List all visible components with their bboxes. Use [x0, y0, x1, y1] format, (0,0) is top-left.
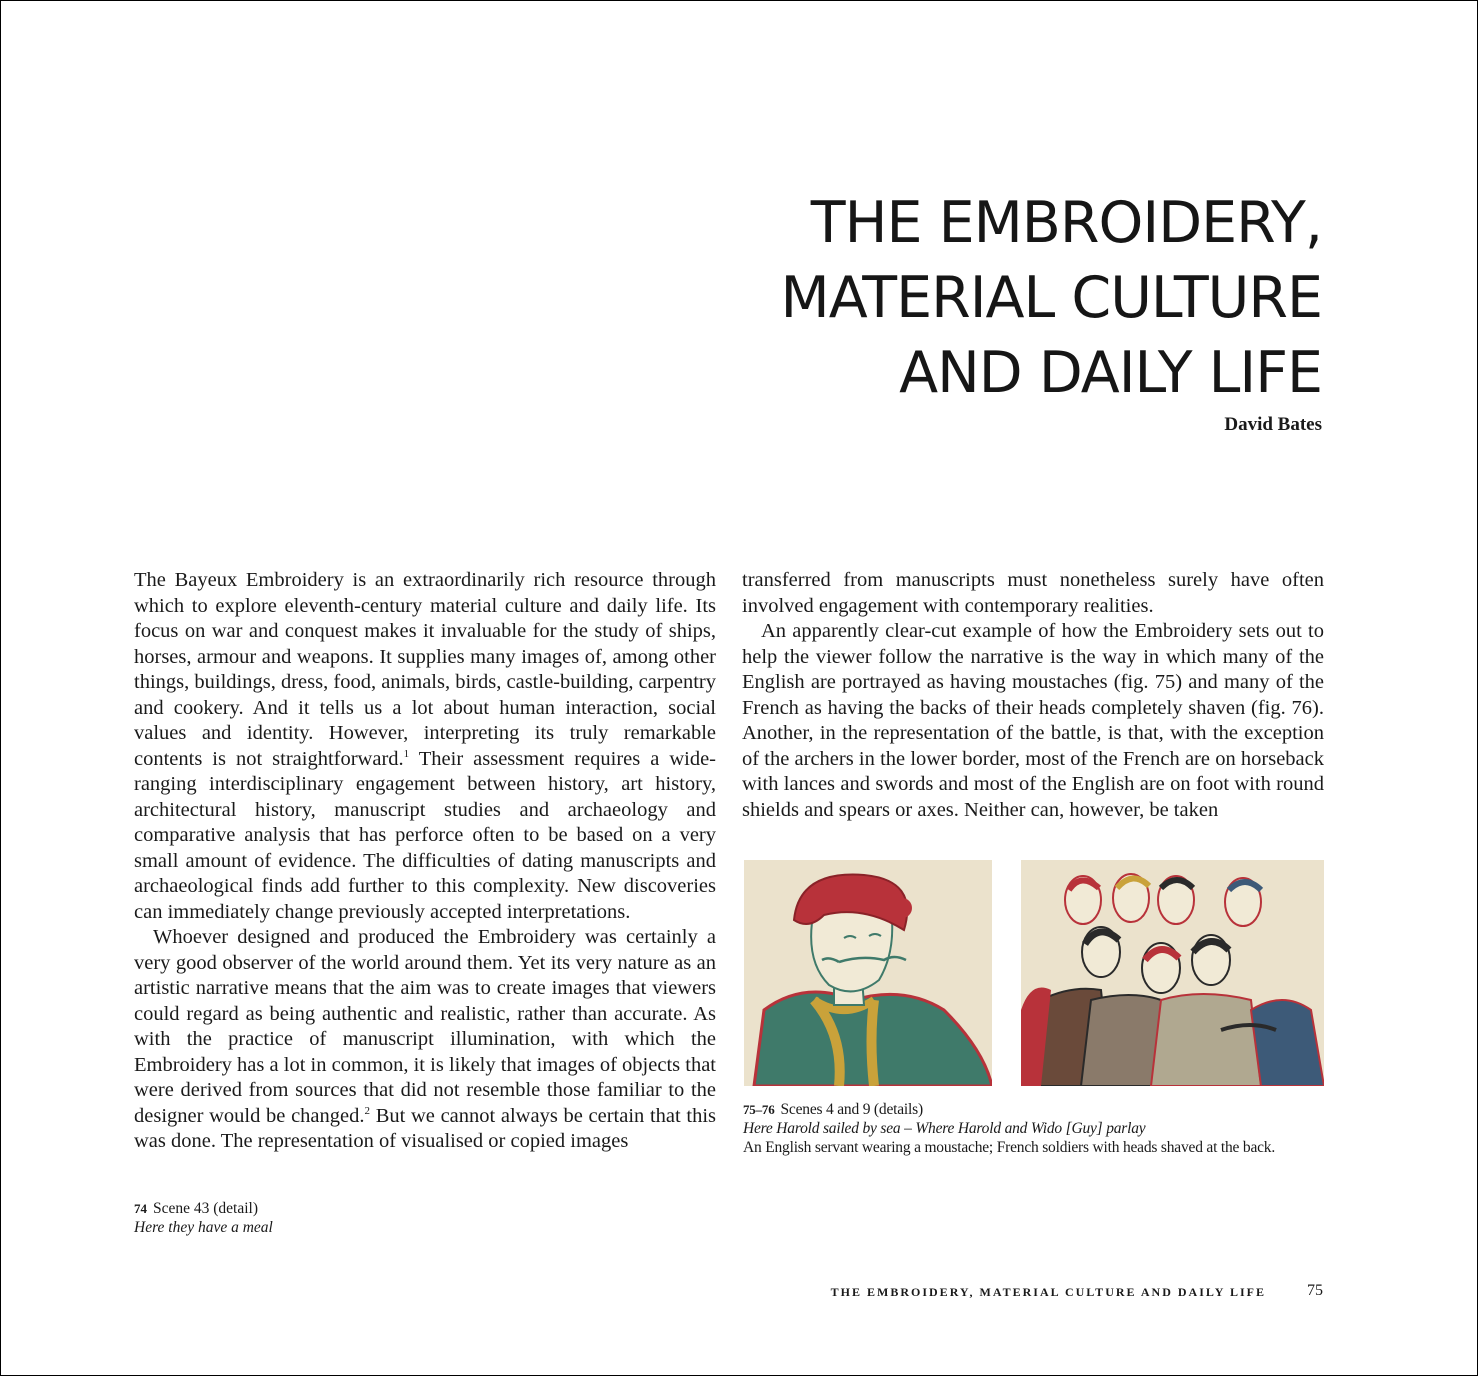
- paragraph-1: The Bayeux Embroidery is an extraordinarily rich resource through which to explore eleventh-century material culture and daily life. Its focus on war and conquest makes it invaluable for the study of ships, horses, armour and weapons. It supplies many images of, among other things, buildings, dress, food, animals, birds, castle-building, carpentry and cookery. And it tells us a lot about human interaction, social values and identity. However, interpreting its truly remarkable contents is not straightforward.$^1$ Their assessment requires a wide-ranging interdisciplinary engagement between history, art history, architectural history, manuscript studies and archaeology and comparative analysis that has perforce often to be based on a very small amount of evidence. The difficulties of dating manuscripts and archaeological finds add further to this complexity. New discoveries can immediately change previously accepted interpretations.: [134, 569, 717, 923]
- chapter-title-line-1: THE EMBROIDERY,: [810, 190, 1322, 256]
- figure-75-76-caption: [743, 1100, 1343, 1157]
- figure-75-image: [744, 860, 992, 1086]
- caption-75-76-description: An English servant wearing a moustache; French soldiers with heads shaved at the back.: [743, 1139, 1276, 1156]
- caption-74-heading: [134, 1199, 534, 1218]
- embroidery-servant-illustration: [744, 860, 992, 1086]
- paragraph-2: Whoever designed and produced the Embroidery was certainly a very good observer of the world around them. Yet its very nature as an artistic narrative means that the aim was to create images that viewers could regard as being authentic and realistic, rather than accurate. As with the practice of manuscript illumination, with which the Embroidery has a lot in common, it is likely that images of objects that were derived from sources that did not resemble those familiar to the designer would be changed.$^2$ But we cannot always be certain that this was done. The representation of visualised or copied images: [134, 926, 716, 1152]
- figure-number: 75–76: [743, 1102, 775, 1117]
- chapter-title-line-3: AND DAILY LIFE: [899, 340, 1322, 406]
- caption-75-76-heading: [743, 1100, 1343, 1119]
- author-name: David Bates: [1224, 414, 1322, 435]
- figure-76-image: [1021, 860, 1324, 1086]
- caption-label: Scene 43 (detail): [153, 1200, 259, 1217]
- chapter-title-line-2: MATERIAL CULTURE: [780, 265, 1322, 331]
- chapter-title: [781, 186, 1322, 411]
- page-number: 75: [1307, 1282, 1323, 1299]
- figure-74-caption: [134, 1199, 534, 1237]
- right-text-column: [742, 568, 1324, 823]
- footnote-ref-2[interactable]: 2: [364, 1104, 371, 1117]
- caption-74-quote: Here they have a meal: [134, 1219, 273, 1236]
- paragraph-3: transferred from manuscripts must nonetheless surely have often involved engagement with contemporary realities.: [742, 569, 1324, 617]
- left-text-column: [134, 568, 716, 1155]
- embroidery-soldiers-illustration: [1021, 860, 1324, 1086]
- running-head: THE EMBROIDERY, MATERIAL CULTURE AND DAILY LIFE: [830, 1285, 1266, 1299]
- figure-number: 74: [134, 1201, 147, 1216]
- paragraph-4: An apparently clear-cut example of how the Embroidery sets out to help the viewer follow the narrative is the way in which many of the English are portrayed as having moustaches (fig. 75) and many of the French as having the backs of their heads completely shaven (fig. 76). Another, in the representation of the battle, is that, with the exception of the archers in the lower border, most of the French are on horseback with lances and swords and most of the English are on foot with round shields and spears or axes. Neither can, however, be taken: [742, 620, 1324, 821]
- footnote-ref-1[interactable]: 1: [403, 747, 410, 760]
- caption-75-76-quote: Here Harold sailed by sea – Where Harold and Wido [Guy] parlay: [743, 1120, 1146, 1137]
- caption-label: Scenes 4 and 9 (details): [780, 1101, 923, 1118]
